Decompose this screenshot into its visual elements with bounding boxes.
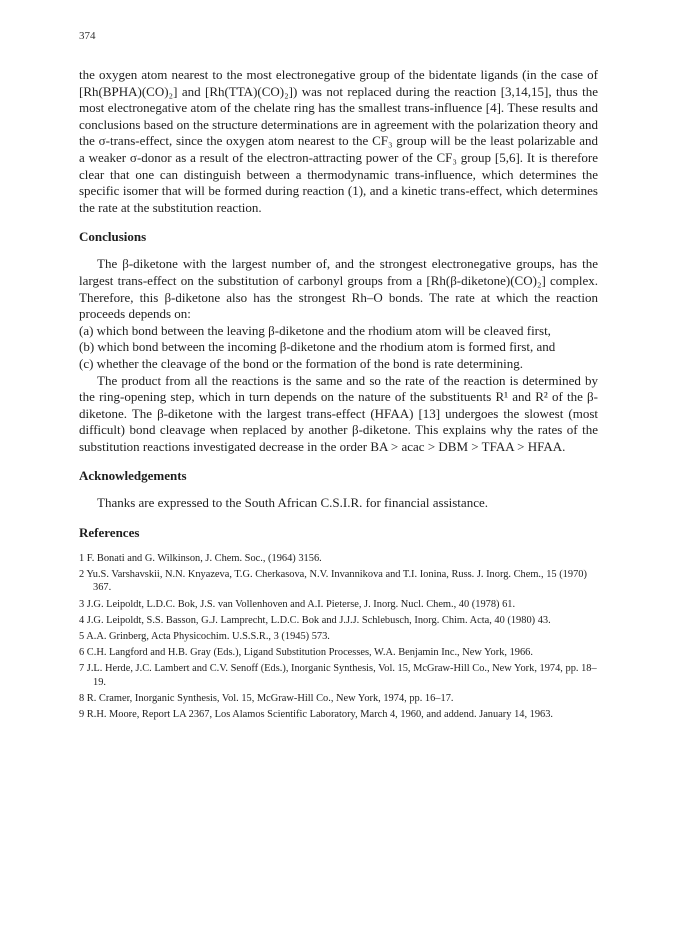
reference-item: 1 F. Bonati and G. Wilkinson, J. Chem. Soc., (1964) 3156. (79, 553, 322, 565)
conclusions-list-item-b: (b) which bond between the incoming β-diketone and the rhodium atom is formed first, and (79, 339, 556, 355)
reference-item: 7 J.L. Herde, J.C. Lambert and C.V. Senoff (Eds.), Inorganic Synthesis, Vol. 15, McGraw-Hill Co., New York, 1974, pp. 18–19. (79, 663, 597, 688)
conclusions-list (79, 323, 598, 373)
page-number: 374 (79, 30, 96, 42)
conclusions-heading: Conclusions (79, 229, 147, 245)
references-list (79, 552, 598, 721)
reference-item: 9 R.H. Moore, Report LA 2367, Los Alamos Scientific Laboratory, March 4, 1960, and addend. January 14, 1963. (79, 709, 554, 721)
reference-item: 3 J.G. Leipoldt, L.D.C. Bok, J.S. van Vollenhoven and A.I. Pieterse, J. Inorg. Nucl. Chem., 40 (1978) 61. (79, 598, 516, 610)
reference-item: 5 A.A. Grinberg, Acta Physicochim. U.S.S.R., 3 (1945) 573. (79, 631, 330, 643)
acknowledgements-text: Thanks are expressed to the South African C.S.I.R. for financial assistance. (97, 495, 488, 511)
conclusions-list-item-a: (a) which bond between the leaving β-diketone and the rhodium atom will be cleaved first, (79, 322, 551, 338)
reference-item: 4 J.G. Leipoldt, S.S. Basson, G.J. Lamprecht, L.D.C. Bok and J.J.J. Schlebusch, Inorg. Chim. Acta, 40 (1980) 43. (79, 614, 551, 626)
acknowledgements-heading: Acknowledgements (79, 468, 187, 484)
body-paragraph: the oxygen atom nearest to the most electronegative group of the bidentate ligands (in the case of [Rh(BPHA)(CO)₂] and [Rh(TTA)(CO)₂]) was not replaced during the reaction [3,14,15], thus the most electronegative atom of the chelate ring has the smallest trans-influence [4]. These results and conclusions based on the structure determinations are in agreement with the polarization theory and the σ-trans-effect, since the oxygen atom nearest to the CF₃ group will be the least polarizable and a weaker σ-donor as a result of the electron-attracting power of the CF₃ group [5,6]. It is therefore clear that one can distinguish between a thermodynamic trans-influence, which determines the specific isomer that will be formed during reaction (1), and a kinetic trans-effect, which determines the rate at the substitution reaction. (79, 67, 598, 215)
conclusions-list-item-c: (c) whether the cleavage of the bond or the formation of the bond is rate determining. (79, 355, 524, 371)
reference-item: 6 C.H. Langford and H.B. Gray (Eds.), Ligand Substitution Processes, W.A. Benjamin Inc., New York, 1966. (79, 647, 533, 659)
article-body (79, 67, 598, 724)
reference-item: 2 Yu.S. Varshavskii, N.N. Knyazeva, T.G. Cherkasova, N.V. Invannikova and T.I. Ionina, Russ. J. Inorg. Chem., 15 (1970) 367. (79, 569, 587, 594)
conclusions-paragraph-1: The β-diketone with the largest number of, and the strongest electronegative groups, has the largest trans-effect on the substitution of carbonyl groups from a [Rh(β-diketone)(CO)₂] complex. Therefore, this β-diketone also has the strongest Rh–O bonds. The rate at which the reaction proceeds depends on: (79, 256, 598, 322)
conclusions-paragraph-2: The product from all the reactions is the same and so the rate of the reaction is determined by the ring-opening step, which in turn depends on the nature of the substituents R¹ and R² of the β-diketone. The β-diketone with the largest trans-effect (HFAA) [13] undergoes the slowest (most difficult) bond cleavage when replaced by another β-diketone. This explains why the rates of the substitution reactions investigated decrease in the order BA > acac > DBM > TFAA > HFAA. (79, 372, 598, 454)
reference-item: 8 R. Cramer, Inorganic Synthesis, Vol. 15, McGraw-Hill Co., New York, 1974, pp. 16–17. (79, 692, 454, 704)
references-heading: References (79, 525, 140, 541)
